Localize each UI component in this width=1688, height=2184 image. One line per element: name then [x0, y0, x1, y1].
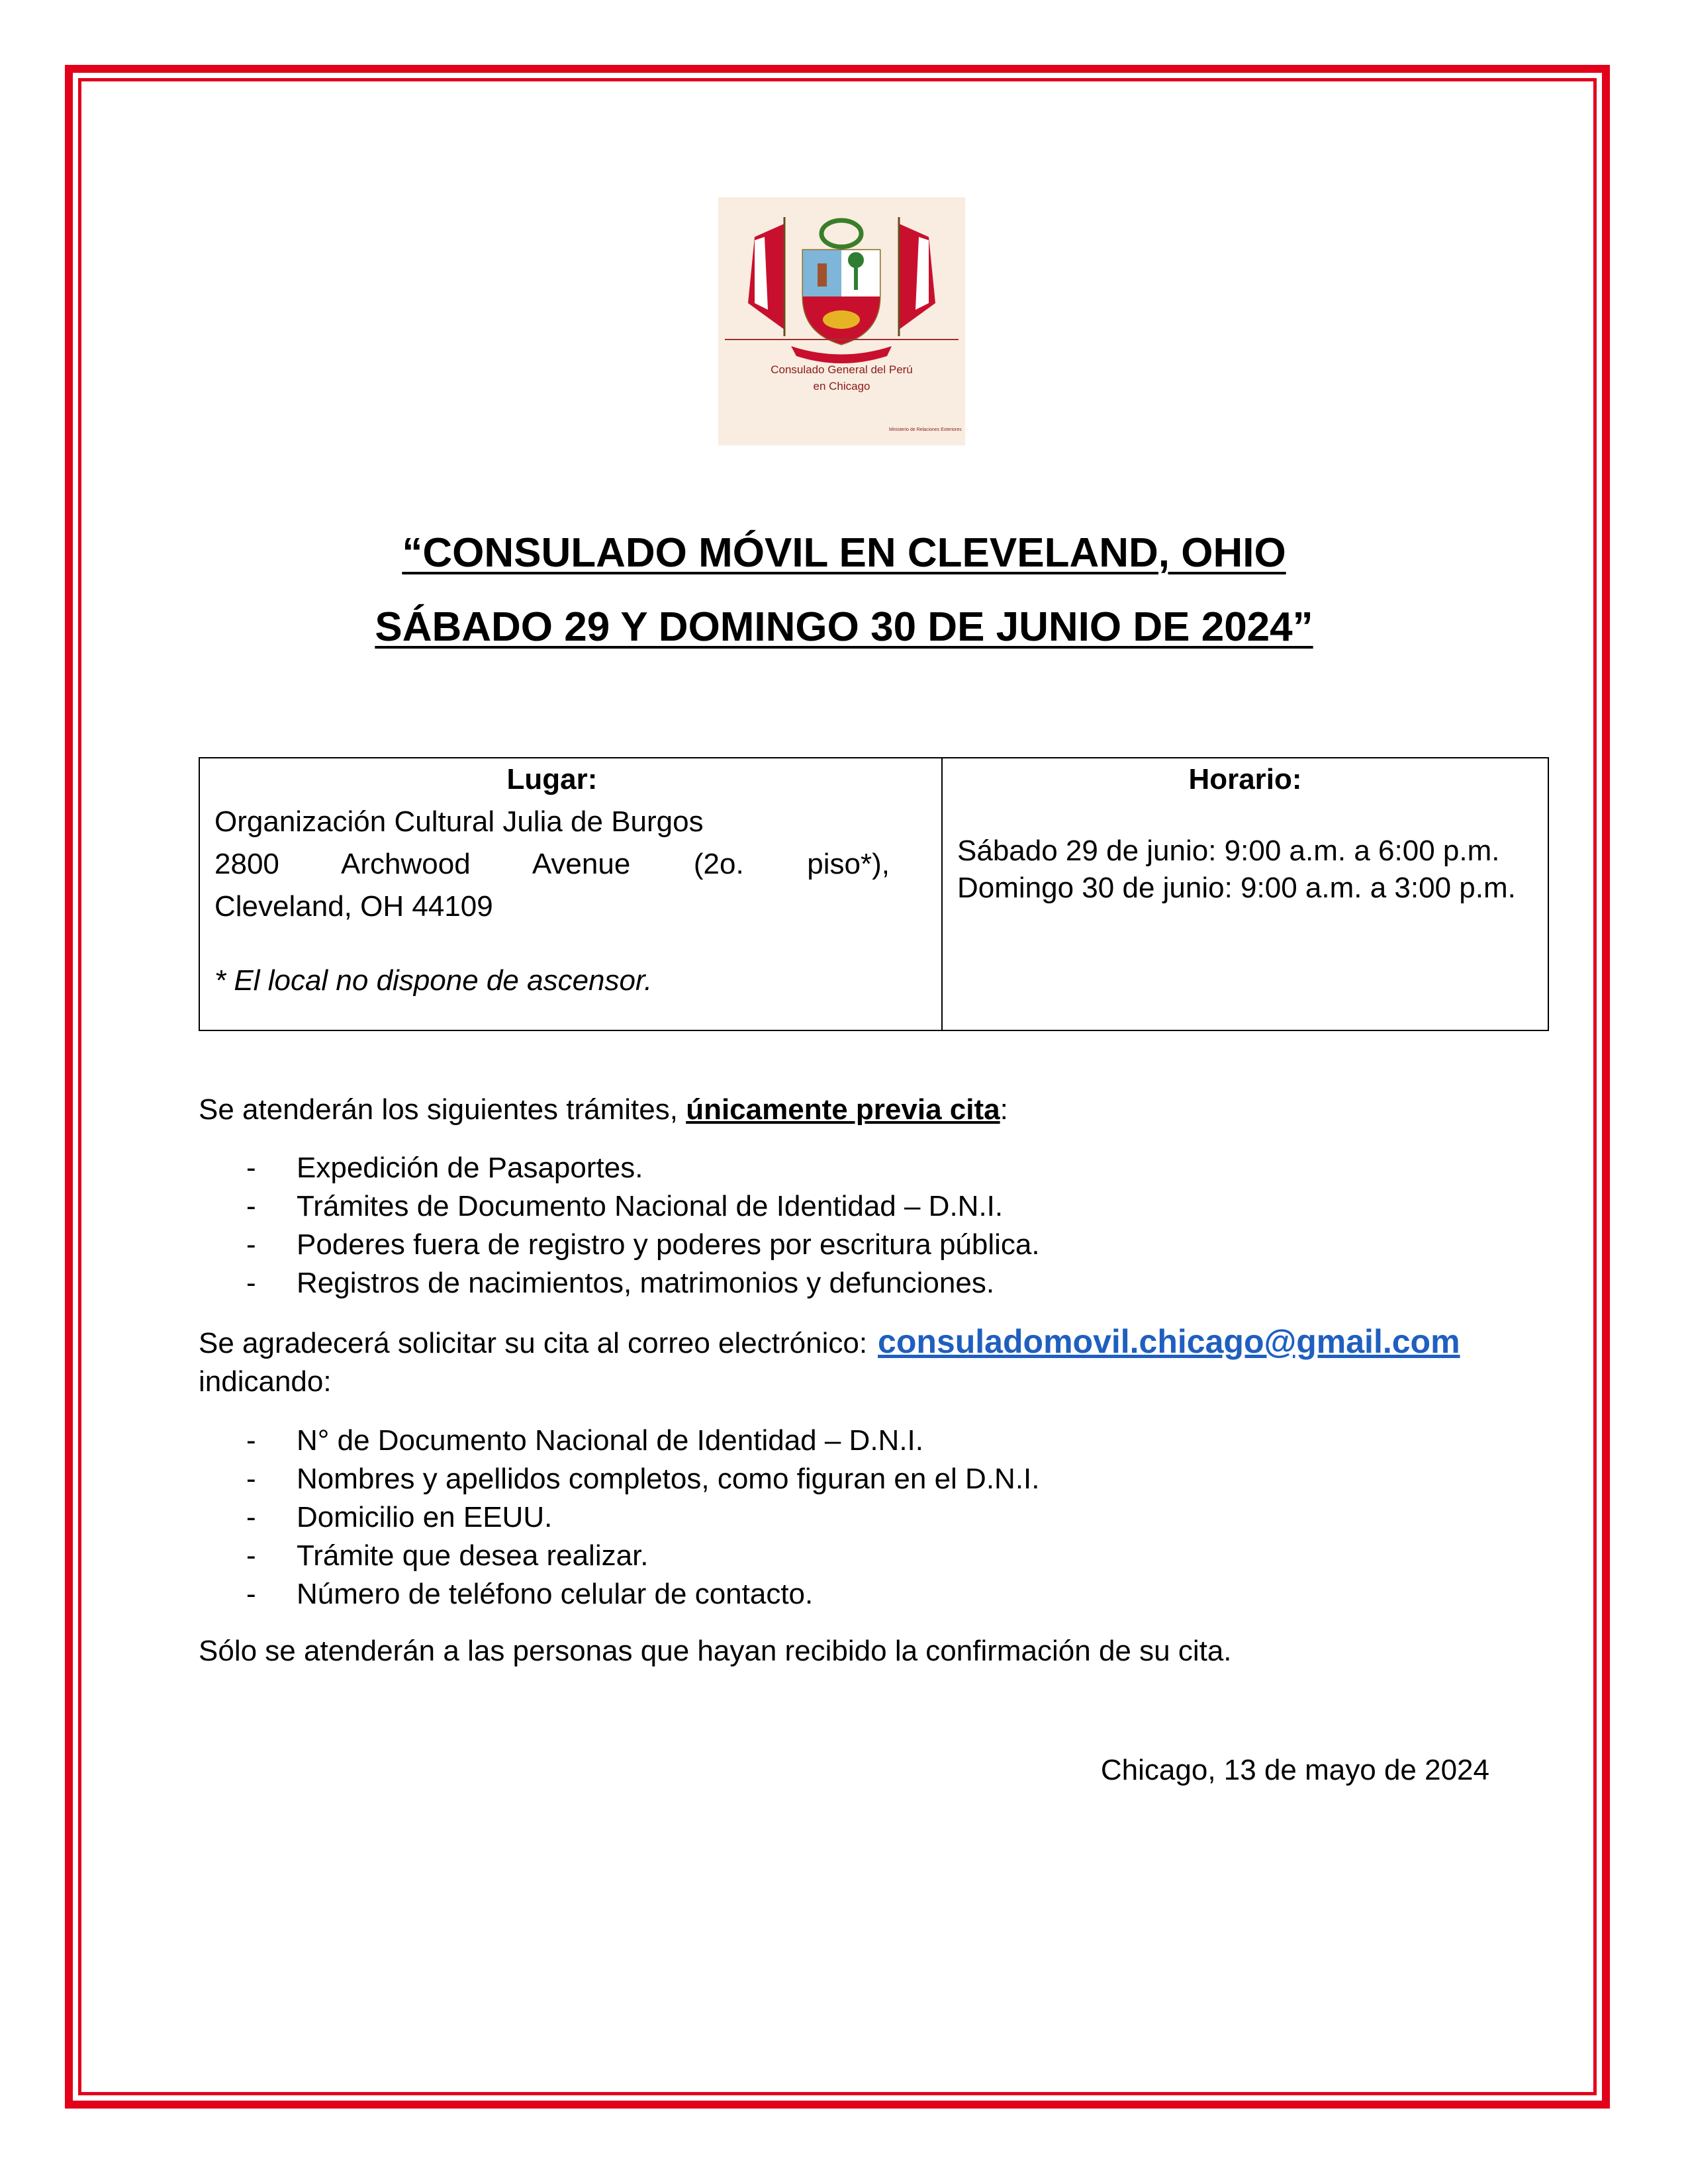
email-prefix: Se agradecerá solicitar su cita al correo electrónico: — [199, 1327, 868, 1359]
list-item: - Poderes fuera de registro y poderes por escritura pública. — [199, 1226, 1040, 1264]
horario-header: Horario: — [1188, 763, 1302, 796]
tramites-list — [199, 1149, 1040, 1302]
coat-of-arms-icon — [718, 197, 965, 445]
list-item: - Expedición de Pasaportes. — [199, 1149, 1040, 1187]
email-paragraph — [199, 1322, 1496, 1401]
lugar-line1: Organización Cultural Julia de Burgos — [214, 805, 704, 838]
list-item: - Nombres y apellidos completos, como figuran en el D.N.I. — [199, 1460, 1040, 1498]
lugar-cell — [199, 758, 942, 1030]
list-item: - N° de Documento Nacional de Identidad – D.N.I. — [199, 1422, 1040, 1460]
lugar-line3: Cleveland, OH 44109 — [214, 890, 493, 923]
lugar-header: Lugar: — [506, 763, 598, 796]
logo-ministry-text: Ministerio de Relaciones Exteriores — [889, 428, 962, 432]
lugar-line2: 2800 Archwood Avenue (2o. piso*), — [214, 848, 890, 880]
intro-prefix: Se atenderán los siguientes trámites, — [199, 1093, 686, 1126]
logo-caption-line2: en Chicago — [813, 380, 870, 392]
logo-caption — [718, 361, 965, 394]
page-title-line2: SÁBADO 29 Y DOMINGO 30 DE JUNIO DE 2024” — [375, 604, 1313, 650]
intro-suffix: : — [1000, 1093, 1008, 1126]
dateline: Chicago, 13 de mayo de 2024 — [1100, 1754, 1489, 1786]
list-item: - Trámites de Documento Nacional de Identidad – D.N.I. — [199, 1187, 1040, 1226]
logo-caption-line1: Consulado General del Perú — [771, 363, 913, 376]
requisitos-list — [199, 1422, 1040, 1614]
intro-paragraph — [199, 1091, 1008, 1129]
info-table — [199, 757, 1549, 1031]
closing-paragraph: Sólo se atenderán a las personas que hayan recibido la confirmación de su cita. — [199, 1635, 1232, 1667]
list-item: - Número de teléfono celular de contacto. — [199, 1575, 1040, 1614]
list-item: - Domicilio en EEUU. — [199, 1498, 1040, 1537]
page-title-line1: “CONSULADO MÓVIL EN CLEVELAND, OHIO — [402, 530, 1286, 576]
intro-emphasis: únicamente previa cita — [686, 1093, 1000, 1126]
list-item: - Trámite que desea realizar. — [199, 1537, 1040, 1575]
email-suffix: indicando: — [199, 1365, 332, 1398]
email-link[interactable]: consuladomovil.chicago@gmail.com — [878, 1323, 1460, 1360]
horario-cell — [942, 758, 1548, 1030]
list-item: - Registros de nacimientos, matrimonios y defunciones. — [199, 1264, 1040, 1302]
horario-line1: Sábado 29 de junio: 9:00 a.m. a 6:00 p.m. — [957, 835, 1500, 867]
lugar-note: * El local no dispone de ascensor. — [214, 964, 653, 997]
consulate-logo — [718, 197, 965, 445]
horario-line2: Domingo 30 de junio: 9:00 a.m. a 3:00 p.m. — [957, 872, 1516, 904]
